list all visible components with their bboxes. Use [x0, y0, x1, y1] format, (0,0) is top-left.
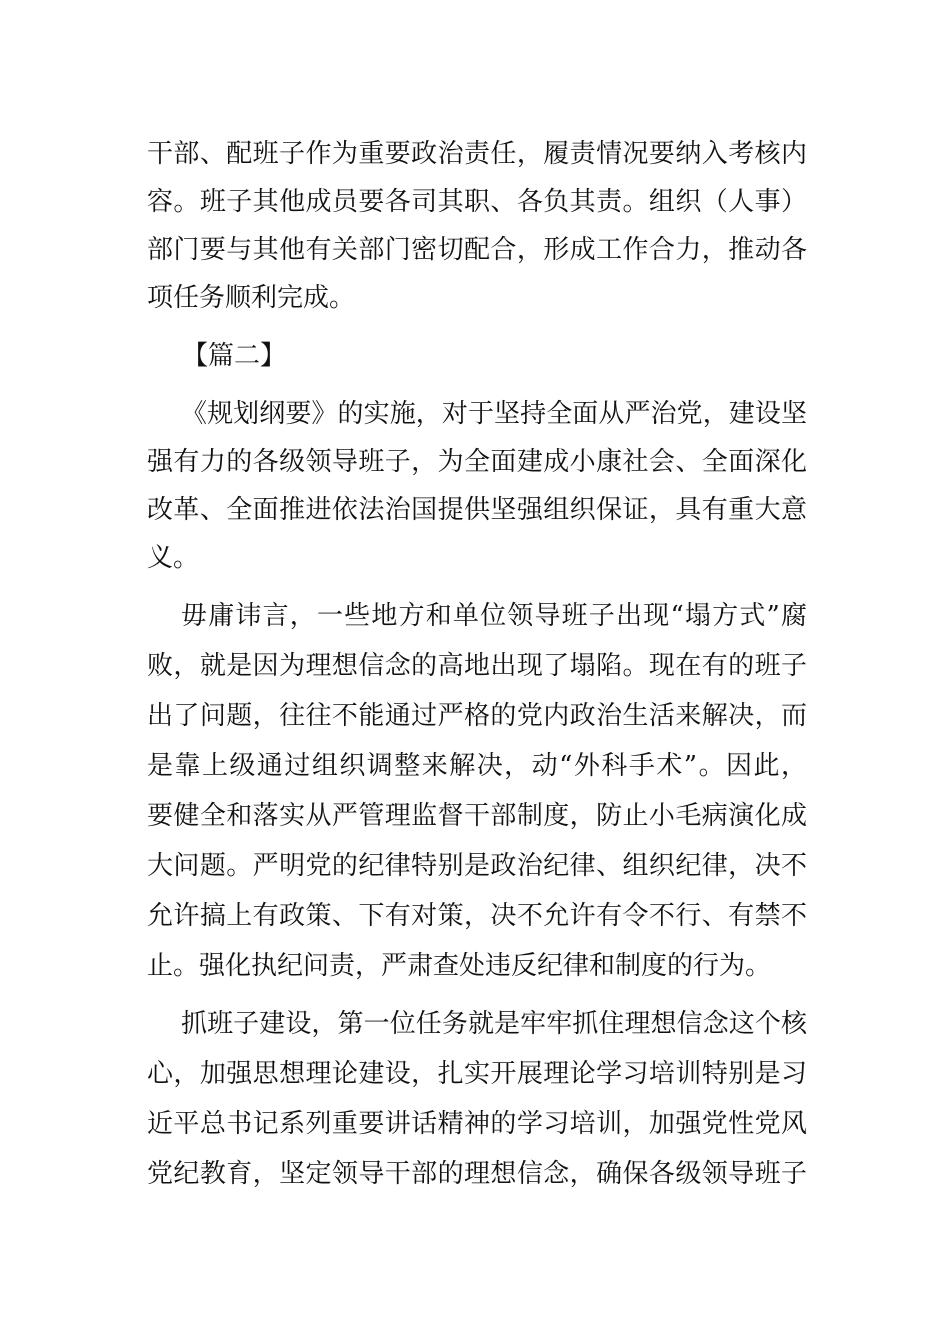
paragraph-line: 干部、配班子作为重要政治责任，履责情况要纳入考核内 [147, 139, 807, 169]
paragraph-line: 出了问题，往往不能通过严格的党内政治生活来解决，而 [147, 701, 807, 731]
paragraph-line: 《规划纲要》的实施，对于坚持全面从严治党，建设坚 [181, 399, 807, 429]
paragraph-line: 改革、全面推进依法治国提供坚强组织保证，具有重大意 [147, 495, 807, 525]
paragraph-line: 党纪教育，坚定领导干部的理想信念，确保各级领导班子 [147, 1159, 807, 1189]
paragraph-line: 毋庸讳言，一些地方和单位领导班子出现“塌方式”腐 [181, 601, 807, 631]
paragraph-line: 是靠上级通过组织调整来解决，动“外科手术”。因此， [147, 751, 807, 781]
paragraph-line: 强有力的各级领导班子，为全面建成小康社会、全面深化 [147, 447, 807, 477]
paragraph-line: 止。强化执纪问责，严肃查处违反纪律和制度的行为。 [147, 951, 772, 981]
paragraph-line: 大问题。严明党的纪律特别是政治纪律、组织纪律，决不 [147, 851, 807, 881]
paragraph-line: 义。 [147, 543, 200, 573]
paragraph-line: 容。班子其他成员要各司其职、各负其责。组织（人事） [147, 187, 807, 217]
paragraph-line: 心，加强思想理论建设，扎实开展理论学习培训特别是习 [147, 1059, 807, 1089]
paragraph-line: 败，就是因为理想信念的高地出现了塌陷。现在有的班子 [147, 651, 807, 681]
paragraph-line: 允许搞上有政策、下有对策，决不允许有令不行、有禁不 [147, 901, 807, 931]
paragraph-line: 抓班子建设，第一位任务就是牢牢抓住理想信念这个核 [181, 1009, 807, 1039]
paragraph-line: 项任务顺利完成。 [147, 283, 356, 313]
section-heading: 【篇二】 [182, 341, 287, 371]
paragraph-line: 近平总书记系列重要讲话精神的学习培训，加强党性党风 [147, 1109, 807, 1139]
paragraph-line: 部门要与其他有关部门密切配合，形成工作合力，推动各 [147, 235, 807, 265]
paragraph-line: 要健全和落实从严管理监督干部制度，防止小毛病演化成 [147, 801, 807, 831]
